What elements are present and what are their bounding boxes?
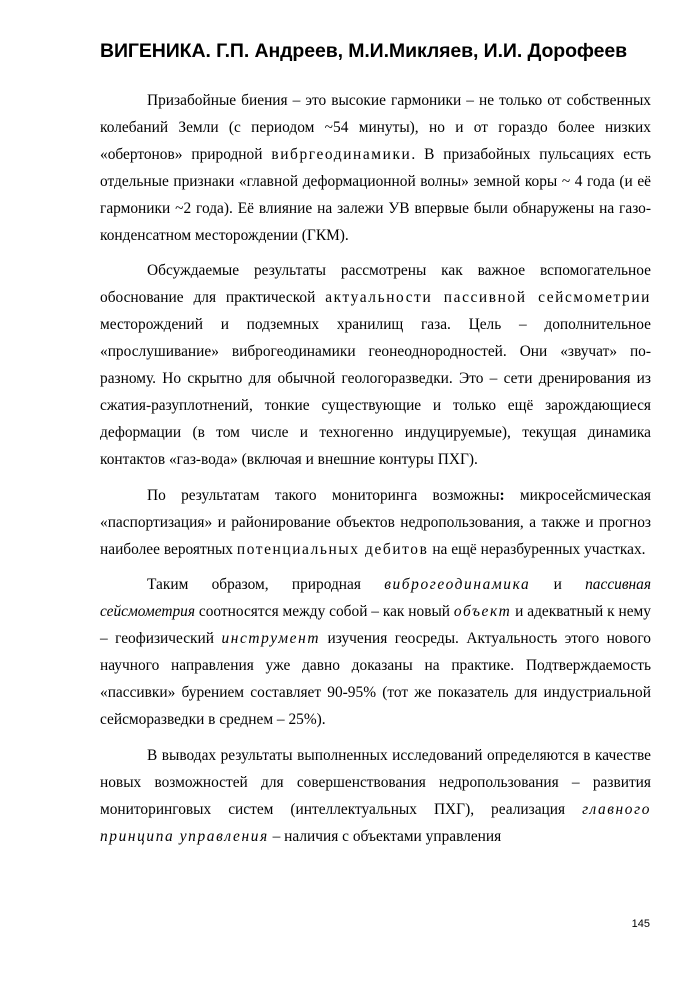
text-segment: Призабойные биения – это высокие гармоники – не только от собственных колебаний Земли (с периодом ~54 минуты), но и от гораздо более низких «обертонов» природной (100, 92, 651, 163)
text-segment: микросейсмическая «паспортизация» и районирование объектов недропользования, а также и прогноз наиболее вероятных (100, 486, 651, 558)
text-segment: и адекватный к нему – геофизический (100, 603, 651, 648)
text-segment: Таким образом, природная (147, 576, 385, 594)
italic-term: пассивная сейсмометрия (100, 576, 652, 621)
text-segment: соотносятся между собой – как новый (195, 603, 454, 621)
page-number: 145 (631, 918, 650, 930)
italic-spaced-term: виброгеодинамика (384, 576, 531, 594)
spaced-emphasis: вибргеодинамики (271, 145, 412, 163)
text-segment: . В призабойных пульсациях есть отдельные признаки «главной деформационной волны» земной коры ~ 4 года (и её гармоники ~2 года). Её влияние на залежи УВ впервые были обнаружены на газо-конденсатном месторождении (ГКМ). (100, 145, 651, 244)
paragraph-1 (100, 88, 651, 249)
spaced-emphasis: актуальности пассивной сейсмометрии (325, 289, 651, 307)
text-segment: В выводах результаты выполненных исследований определяются в качестве новых возможностей для совершенствования недропользования – развития мониторинговых систем (интеллектуальных ПХГ), реализация (100, 746, 651, 818)
text-segment: изучения геосреды. Актуальность этого нового научного направления уже давно доказаны на практике. Подтверждаемость «пассивки» бурением составляет 90-95% (тот же показатель для индустриальной сейсморазведки в среднем – 25%). (100, 630, 651, 728)
page-header: ВИГЕНИКА. Г.П. Андреев, М.И.Микляев, И.И. Дорофеев (100, 40, 628, 62)
italic-spaced-term: главного принципа управления (100, 800, 651, 845)
text-segment: Обсуждаемые результаты рассмотрены как важное вспомогательное обоснование для практической (100, 262, 651, 307)
text-segment: месторождений и подземных хранилищ газа. Цель – дополнительное «прослушивание» виброгеодинамики геонеоднородностей. Они «звучат» по-разному. Но скрытно для обычной геологоразведки. Это – сети дренирования из сжатия-разуплотнений, тонкие существующие и только ещё зарождающиеся деформации (в том числе и техногенно индуцируемые), текущая динамика контактов «газ-вода» (включая и внешние контуры ПХГ). (100, 316, 651, 468)
paragraph-2 (100, 258, 651, 473)
bold-colon: : (499, 486, 505, 504)
text-segment: По результатам такого мониторинга возможны (147, 486, 500, 504)
italic-spaced-term: объект (453, 603, 512, 621)
spaced-emphasis: потенциальных дебитов (236, 540, 429, 558)
paragraph-3 (100, 483, 651, 564)
document-body (100, 88, 651, 859)
text-segment: – наличия с объектами управления (268, 827, 502, 845)
text-segment: на ещё неразбуренных участках. (428, 540, 646, 558)
paragraph-5 (100, 743, 651, 851)
text-segment: и (530, 576, 586, 594)
italic-spaced-term: инструмент (221, 630, 321, 648)
paragraph-4 (100, 572, 651, 733)
